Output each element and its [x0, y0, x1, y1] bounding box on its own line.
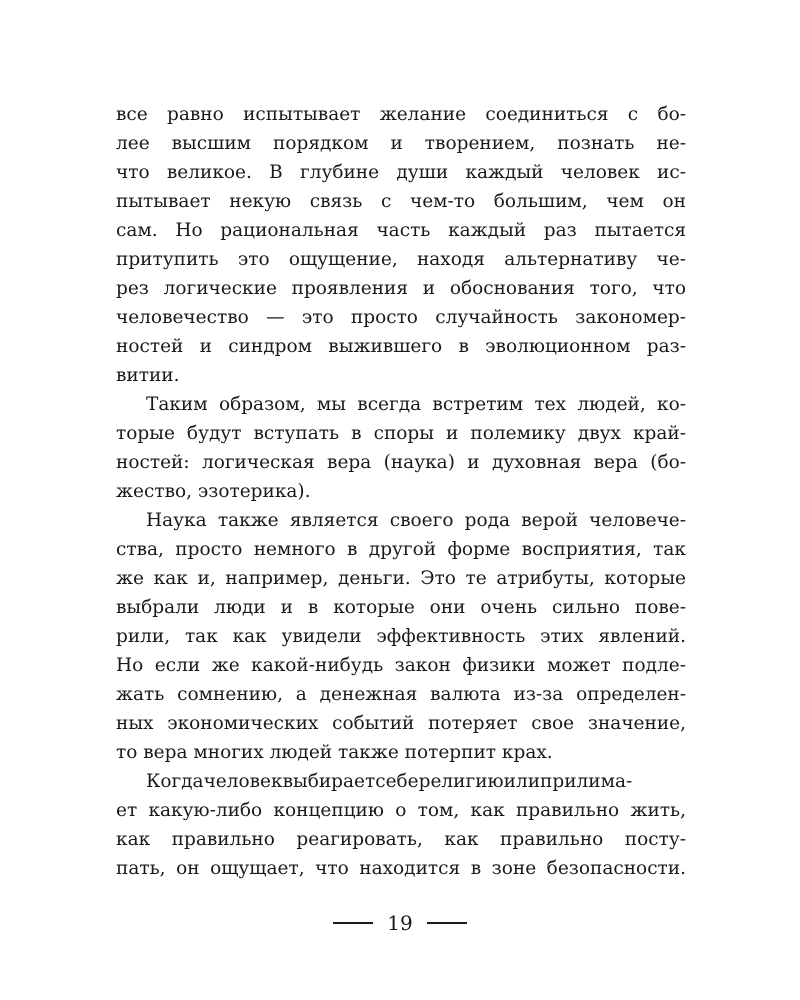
text-line: что великое. В глубине души каждый человек ис- [116, 162, 686, 183]
text-line: выбрали люди и в которые они очень сильно пове- [116, 597, 686, 618]
text-line: торые будут вступать в споры и полемику двух край- [116, 423, 686, 444]
text-line: Но если же какой-нибудь закон физики может подле- [116, 655, 686, 676]
text-line: ностей и синдром выжившего в эволюционном раз- [116, 336, 686, 357]
text-line: все равно испытывает желание соединиться с бо- [116, 104, 686, 125]
text-line: рили, так как увидели эффективность этих явлений. [116, 626, 686, 647]
body-text [116, 100, 686, 883]
text-line: жество, эзотерика). [116, 481, 311, 502]
text-line: ностей: логическая вера (наука) и духовная вера (бо- [116, 452, 686, 473]
text-line: сам. Но рациональная часть каждый раз пытается [116, 220, 686, 241]
text-line: как правильно реагировать, как правильно посту- [116, 829, 686, 850]
text-line: притупить это ощущение, находя альтернативу че- [116, 249, 686, 270]
text-line: ет какую-либо концепцию о том, как правильно жить, [116, 800, 686, 821]
text-line: Наука также является своего рода верой человече- [146, 510, 686, 531]
text-line: пать, он ощущает, что находится в зоне безопасности. [116, 858, 686, 879]
text-line: витии. [116, 365, 180, 386]
page-number: 19 [387, 911, 413, 935]
text-line: жать сомнению, а денежная валюта из-за определен- [116, 684, 686, 705]
text-line: то вера многих людей также потерпит крах. [116, 742, 553, 763]
text-line: ных экономических событий потеряет свое значение, [116, 713, 686, 734]
text-line: рез логические проявления и обоснования того, что [116, 278, 686, 299]
folio-rule-left [333, 922, 373, 924]
folio-rule-right [427, 922, 467, 924]
page-footer [0, 906, 800, 940]
text-line: Таким образом, мы всегда встретим тех людей, ко- [146, 394, 686, 415]
text-line: ства, просто немного в другой форме восприятия, так [116, 539, 686, 560]
text-line: пытывает некую связь с чем-то большим, чем он [116, 191, 686, 212]
text-line: Когдачеловеквыбираетсеберелигиюилиприлима- [146, 771, 633, 792]
text-line: лее высшим порядком и творением, познать не- [116, 133, 686, 154]
text-line: человечество — это просто случайность закономер- [116, 307, 686, 328]
text-line: же как и, например, деньги. Это те атрибуты, которые [116, 568, 686, 589]
